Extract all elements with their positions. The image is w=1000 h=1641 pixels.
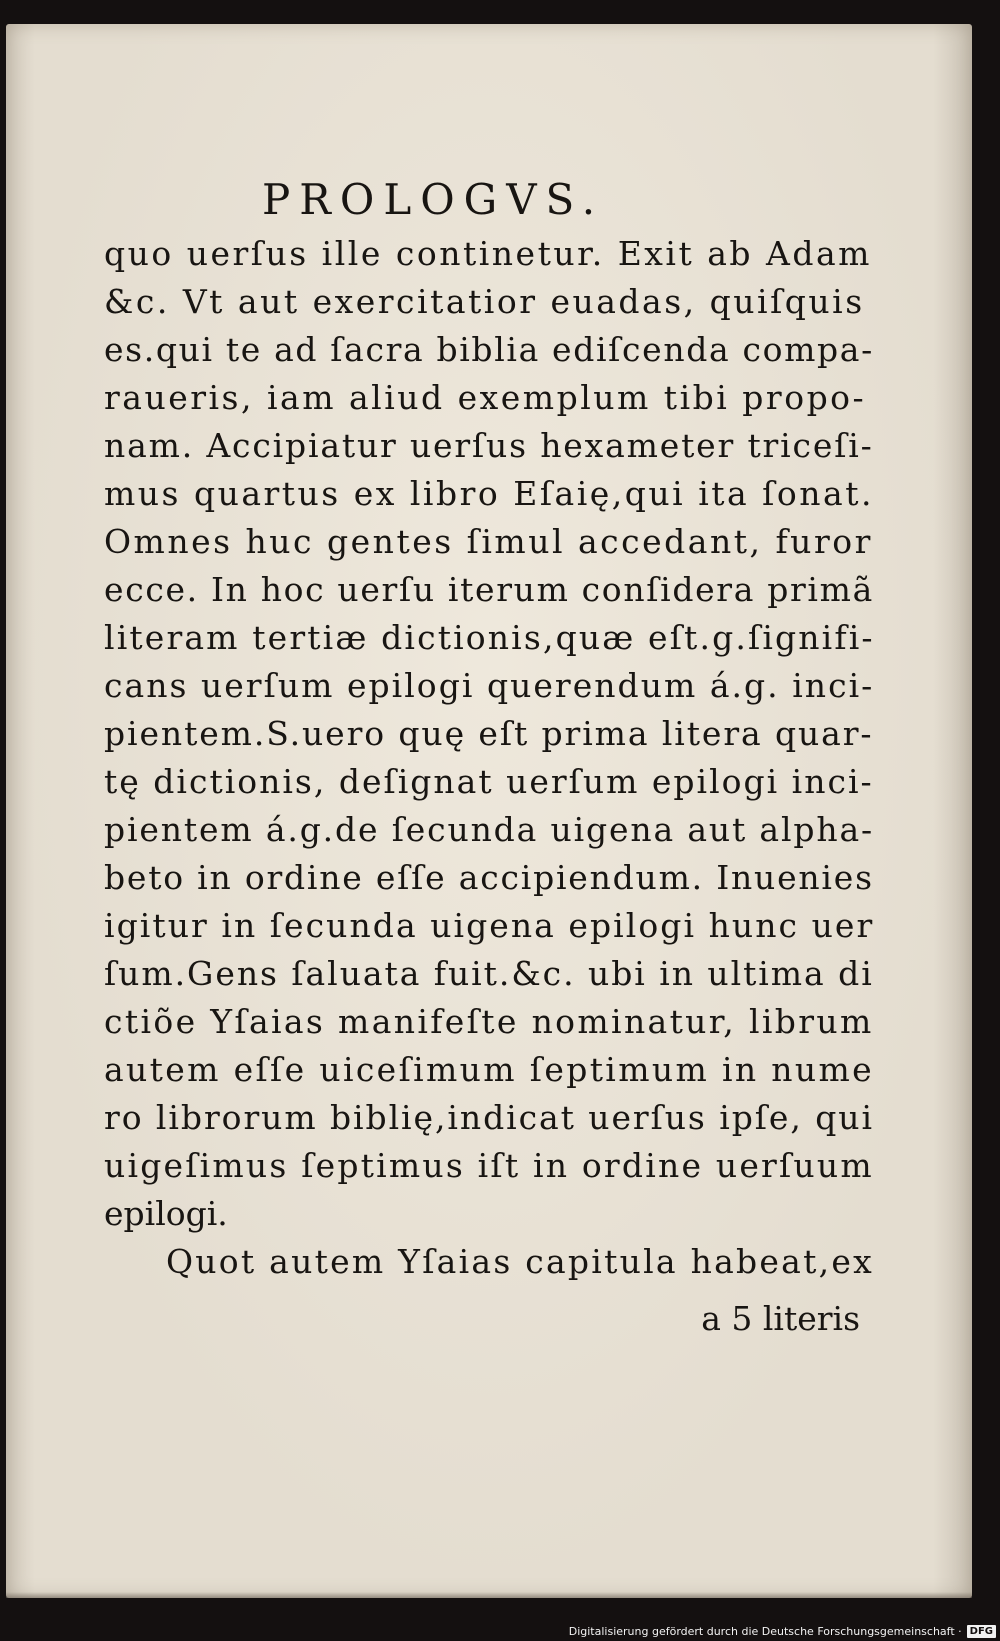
- body-text: [104, 230, 874, 1286]
- page-edge: [6, 1592, 972, 1598]
- text-line: epilogi.: [104, 1194, 228, 1233]
- text-line: ro librorum biblię,indicat uerſus ipſe, qui: [104, 1098, 874, 1137]
- text-line: uigeſimus ſeptimus iſt in ordine uerſuum: [104, 1146, 874, 1185]
- text-line: tę dictionis, deſignat uerſum epilogi inci-: [104, 762, 874, 801]
- text-line: pientem á.g.de ſecunda uigena aut alpha-: [104, 810, 874, 849]
- text-line: pientem.S.uero quę eſt prima litera quar-: [104, 714, 874, 753]
- page-heading: PROLOGVS.: [262, 175, 605, 224]
- text-line: beto in ordine eſſe accipiendum. Inuenies: [104, 858, 874, 897]
- dfg-logo: DFG: [967, 1625, 996, 1638]
- text-line: nam. Accipiatur uerſus hexameter triceſi-: [104, 426, 874, 465]
- footer-credit: [569, 1625, 996, 1638]
- text-line: quo uerſus ille continetur. Exit ab Adam: [104, 234, 872, 273]
- text-line: literam tertiæ dictionis,quæ eſt.g.ſignifi-: [104, 618, 875, 657]
- catchword: a 5 literis: [701, 1299, 860, 1338]
- text-line: ctiõe Yſaias manifeſte nominatur, librum: [104, 1002, 874, 1041]
- book-page: [6, 24, 972, 1598]
- text-line: autem eſſe uiceſimum ſeptimum in nume: [104, 1050, 875, 1089]
- footer-credit-text: Digitalisierung gefördert durch die Deutsche Forschungsgemeinschaft ·: [568, 1625, 962, 1638]
- text-line: Omnes huc gentes ſimul accedant, furor: [104, 522, 873, 561]
- text-line: es.qui te ad ſacra biblia ediſcenda compa-: [104, 330, 874, 369]
- text-line: &c. Vt aut exercitatior euadas, quiſquis: [104, 282, 865, 321]
- text-line: Quot autem Yſaias capitula habeat,ex: [166, 1242, 874, 1281]
- text-line: mus quartus ex libro Eſaię,qui ita ſonat.: [104, 474, 874, 513]
- text-line: ſum.Gens ſaluata fuit.&c. ubi in ultima di: [104, 954, 874, 993]
- text-line: igitur in ſecunda uigena epilogi hunc uer: [104, 906, 875, 945]
- text-line: raueris, iam aliud exemplum tibi propo-: [104, 378, 867, 417]
- text-line: cans uerſum epilogi querendum á.g. inci-: [104, 666, 875, 705]
- text-line: ecce. In hoc uerſu iterum conſidera primã: [104, 570, 874, 609]
